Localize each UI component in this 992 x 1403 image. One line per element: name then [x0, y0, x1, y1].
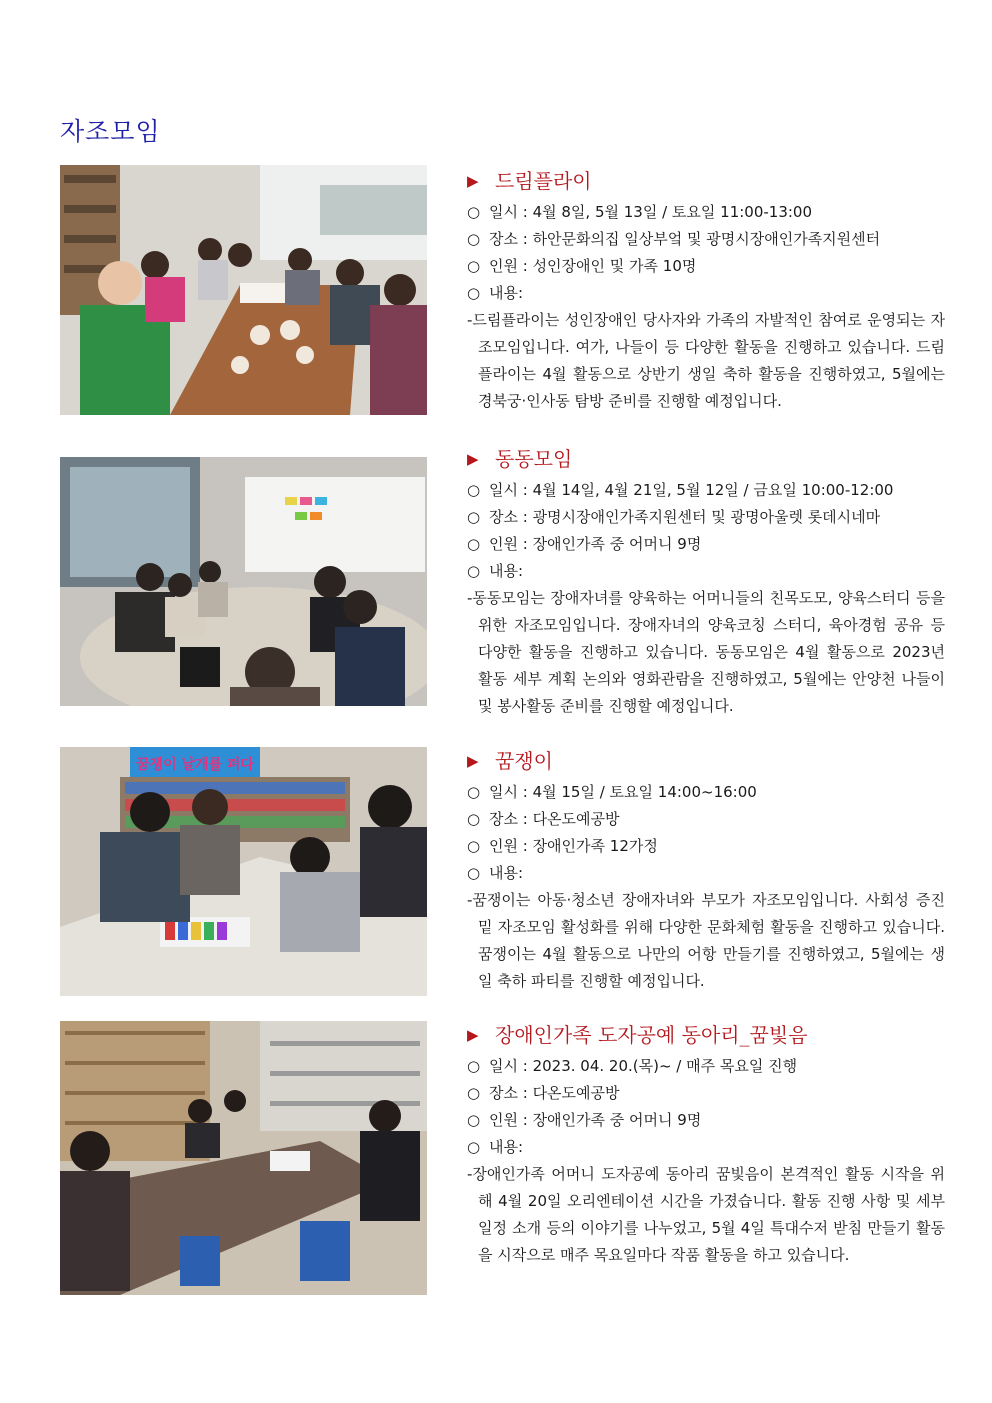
- circle-bullet-icon: ○: [467, 1084, 481, 1102]
- place-line: ○ 장소 : 광명시장애인가족지원센터 및 광명아울렛 롯데시네마: [467, 504, 942, 531]
- photo-dreamfly: [60, 165, 427, 415]
- section-heading: [467, 165, 942, 199]
- circle-bullet-icon: ○: [467, 1057, 481, 1075]
- circle-bullet-icon: ○: [467, 864, 481, 882]
- place-line: ○ 장소 : 다온도예공방: [467, 806, 942, 833]
- info-dreamfly: [467, 165, 945, 415]
- circle-bullet-icon: ○: [467, 810, 481, 828]
- circle-bullet-icon: ○: [467, 837, 481, 855]
- circle-bullet-icon: ○: [467, 230, 481, 248]
- date-line: ○ 일시 : 2023. 04. 20.(목)~ / 매주 목요일 진행: [467, 1053, 942, 1080]
- photo-kkumjaengi: [60, 747, 427, 996]
- section-description: -꿈쟁이는 아동·청소년 장애자녀와 부모가 자조모임입니다. 사회성 증진 밑 자조모임 활성화를 위해 다양한 문화체험 활동을 진행하고 있습니다. 꿈쟁이는 4월 활동으로 나만의 어항 만들기를 진행하였고, 5월에는 생일 축하 파티를 진행할 예정입니다.: [467, 891, 945, 990]
- section-heading: [467, 745, 942, 779]
- people-line: ○ 인원 : 장애인가족 중 어머니 9명: [467, 1107, 942, 1134]
- circle-bullet-icon: ○: [467, 284, 481, 302]
- content-label: ○ 내용:: [467, 860, 942, 887]
- section-heading: [467, 443, 942, 477]
- section-title: 꿈쟁이: [495, 749, 553, 773]
- place-line: ○ 장소 : 하안문화의집 일상부엌 및 광명시장애인가족지원센터: [467, 226, 942, 253]
- circle-bullet-icon: ○: [467, 783, 481, 801]
- date-line: ○ 일시 : 4월 8일, 5월 13일 / 토요일 11:00-13:00: [467, 199, 942, 226]
- circle-bullet-icon: ○: [467, 481, 481, 499]
- info-pottery: [467, 1019, 945, 1269]
- people-line: ○ 인원 : 성인장애인 및 가족 10명: [467, 253, 942, 280]
- people-line: ○ 인원 : 장애인가족 12가정: [467, 833, 942, 860]
- section-heading: [467, 1019, 942, 1053]
- content-label: ○ 내용:: [467, 558, 942, 585]
- section-description: -장애인가족 어머니 도자공예 동아리 꿈빛음이 본격적인 활동 시작을 위해 4월 20일 오리엔테이션 시간을 가졌습니다. 활동 진행 사항 및 세부 일정 소개 등의 이야기를 나누었고, 5월 4일 특대수저 받침 만들기 활동을 시작으로 매주 목요일마다 작품 활동을 하고 있습니다.: [467, 1165, 945, 1264]
- triangle-bullet-icon: ▶: [467, 172, 479, 190]
- circle-bullet-icon: ○: [467, 562, 481, 580]
- triangle-bullet-icon: ▶: [467, 752, 479, 770]
- content-label: ○ 내용:: [467, 1134, 942, 1161]
- triangle-bullet-icon: ▶: [467, 450, 479, 468]
- circle-bullet-icon: ○: [467, 257, 481, 275]
- section-title: 동동모임: [495, 447, 573, 471]
- banner-text: 꿈쟁이 날개를 펴다: [136, 757, 254, 773]
- date-line: ○ 일시 : 4월 15일 / 토요일 14:00~16:00: [467, 779, 942, 806]
- photo-pottery: [60, 1021, 427, 1295]
- page-title: 자조모임: [60, 117, 161, 146]
- date-line: ○ 일시 : 4월 14일, 4월 21일, 5월 12일 / 금요일 10:00-12:00: [467, 477, 942, 504]
- place-line: ○ 장소 : 다온도예공방: [467, 1080, 942, 1107]
- circle-bullet-icon: ○: [467, 508, 481, 526]
- circle-bullet-icon: ○: [467, 535, 481, 553]
- photo-dongdong: [60, 457, 427, 706]
- section-title: 장애인가족 도자공예 동아리_꿈빛음: [495, 1023, 808, 1047]
- info-dongdong: [467, 443, 945, 720]
- info-kkumjaengi: [467, 745, 945, 995]
- section-title: 드림플라이: [495, 169, 592, 193]
- section-description: -동동모임는 장애자녀를 양육하는 어머니들의 친목도모, 양육스터디 등을 위한 자조모임입니다. 장애자녀의 양육코칭 스터디, 육아경험 공유 등 다양한 활동을 진행하고 있습니다. 동동모임은 4월 활동으로 2023년 활동 세부 계획 논의와 영화관람을 진행하였고, 5월에는 안양천 나들이 및 봉사활동 준비를 진행할 예정입니다.: [467, 589, 945, 715]
- circle-bullet-icon: ○: [467, 1111, 481, 1129]
- circle-bullet-icon: ○: [467, 1138, 481, 1156]
- circle-bullet-icon: ○: [467, 203, 481, 221]
- people-line: ○ 인원 : 장애인가족 중 어머니 9명: [467, 531, 942, 558]
- section-description: -드림플라이는 성인장애인 당사자와 가족의 자발적인 참여로 운영되는 자조모임입니다. 여가, 나들이 등 다양한 활동을 진행하고 있습니다. 드림플라이는 4월 활동으로 상반기 생일 축하 활동을 진행하였고, 5월에는 경북궁·인사동 탐방 준비를 진행할 예정입니다.: [467, 311, 945, 410]
- content-label: ○ 내용:: [467, 280, 942, 307]
- triangle-bullet-icon: ▶: [467, 1026, 479, 1044]
